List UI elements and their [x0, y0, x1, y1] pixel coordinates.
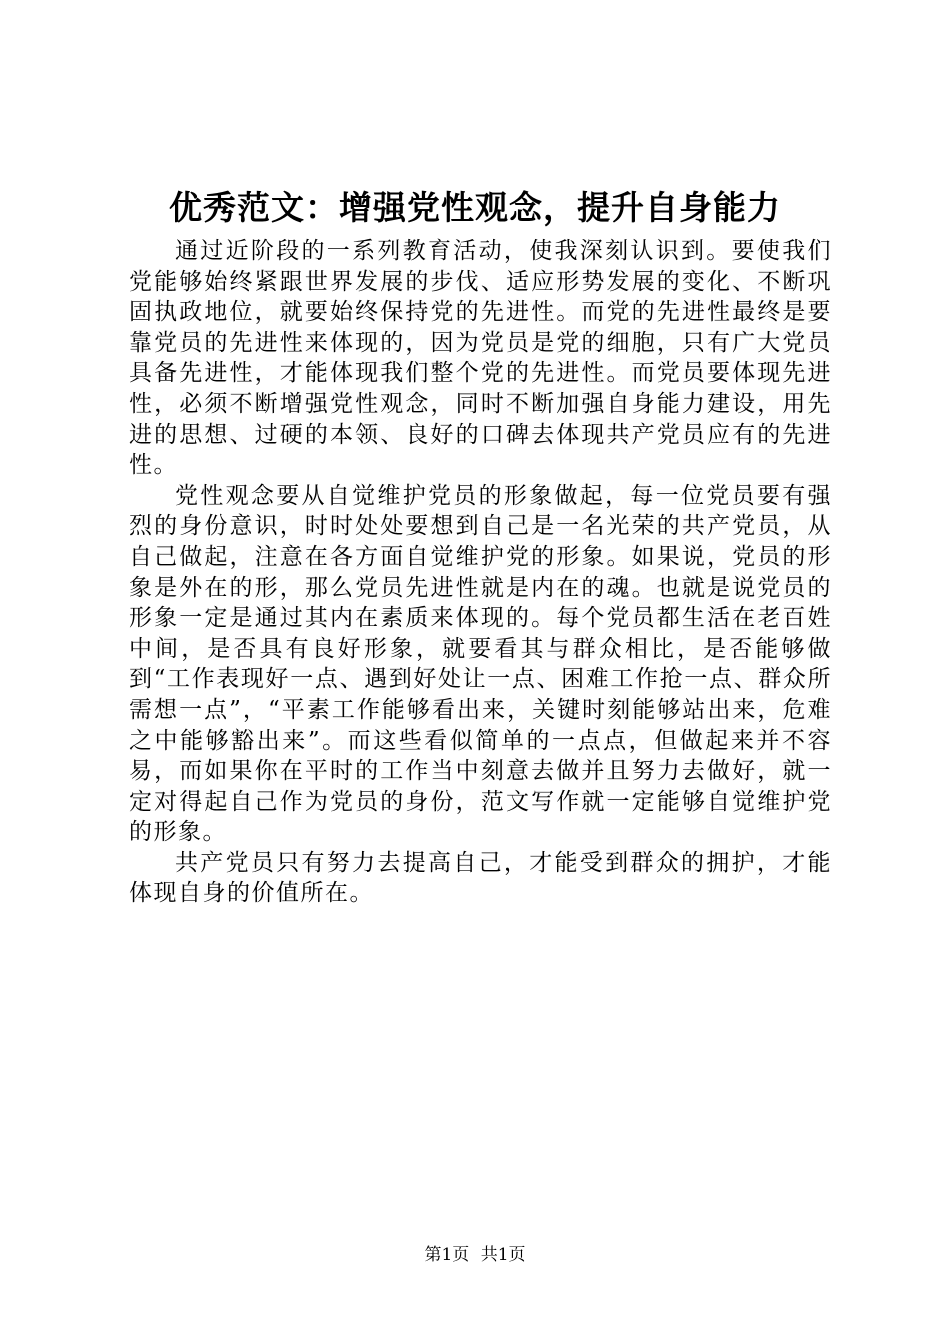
document-body — [129, 236, 832, 909]
paragraph-1: 通过近阶段的一系列教育活动，使我深刻认识到。要使我们党能够始终紧跟世界发展的步伐、适应形势发展的变化、不断巩固执政地位，就要始终保持党的先进性。而党的先进性最终是要靠党员的先进性来体现的，因为党员是党的细胞，只有广大党员具备先进性，才能体现我们整个党的先进性。而党员要体现先进性，必须不断增强党性观念，同时不断加强自身能力建设，用先进的思想、过硬的本领、良好的口碑去体现共产党员应有的先进性。 — [129, 238, 832, 479]
page-number-footer: 第1页 共1页 — [424, 1245, 526, 1265]
paragraph-3: 共产党员只有努力去提高自己，才能受到群众的拥护，才能体现自身的价值所在。 — [129, 849, 832, 907]
document-title: 优秀范文：增强党性观念，提升自身能力 — [169, 188, 781, 227]
paragraph-2: 党性观念要从自觉维护党员的形象做起，每一位党员要有强烈的身份意识，时时处处要想到自己是一名光荣的共产党员，从自己做起，注意在各方面自觉维护党的形象。如果说，党员的形象是外在的形，那么党员先进性就是内在的魂。也就是说党员的形象一定是通过其内在素质来体现的。每个党员都生活在老百姓中间，是否具有良好形象，就要看其与群众相比，是否能够做到“工作表现好一点、遇到好处让一点、困难工作抢一点、群众所需想一点”，“平素工作能够看出来，关键时刻能够站出来，危难之中能够豁出来”。而这些看似简单的一点点，但做起来并不容易，而如果你在平时的工作当中刻意去做并且努力去做好，就一定对得起自己作为党员的身份，范文写作就一定能够自觉维护党的形象。 — [129, 482, 832, 846]
